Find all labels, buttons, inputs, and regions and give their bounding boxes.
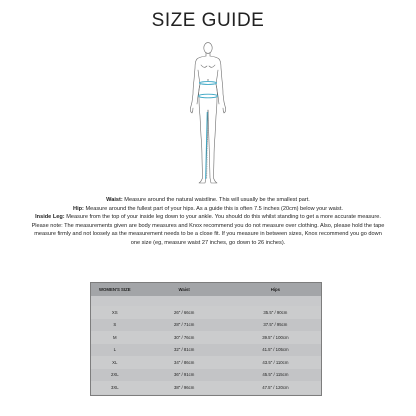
note-line-1: Please note: The measurements given are body measures and Knox recommend you do not measure over clothing. Also, please hold the tape bbox=[31, 222, 385, 229]
note-line-2: measure firmly and not loosely as the measurement needs to be a close fit. If you measure in between sizes, Knox recommend you go down bbox=[34, 231, 382, 238]
table-header-row bbox=[91, 283, 321, 296]
size-cell: S bbox=[113, 322, 117, 328]
size-cell: L bbox=[113, 347, 116, 353]
table-row bbox=[91, 331, 321, 344]
waist-label: Waist: bbox=[106, 197, 123, 203]
body-figure-illustration bbox=[168, 40, 248, 188]
size-table bbox=[90, 282, 322, 396]
size-cell: XS bbox=[111, 309, 118, 315]
size-cell: M bbox=[113, 334, 117, 340]
hips-cell: 37.5" / 95cm bbox=[263, 322, 288, 328]
page-title: SIZE GUIDE bbox=[151, 10, 265, 31]
measuring-guide bbox=[10, 196, 406, 248]
waist-cell: 30" / 76cm bbox=[173, 334, 195, 340]
header-waist: Waist bbox=[178, 287, 190, 292]
waist-cell: 26" / 66cm bbox=[173, 309, 195, 315]
table-row bbox=[91, 344, 321, 357]
waist-cell: 28" / 71cm bbox=[173, 322, 195, 328]
hip-text: Measure around the fullest part of your hips. As a guide this is often 7.5 inches (20cm) below your waist. bbox=[83, 205, 343, 212]
inside-leg-text: Measure from the top of your inside leg down to your ankle. You should do this whilst standing to get a more accurate measure. bbox=[64, 214, 381, 221]
hips-cell: 39.5" / 100cm bbox=[262, 334, 289, 340]
hips-cell: 47.5" / 120cm bbox=[262, 384, 289, 390]
table-row bbox=[91, 356, 321, 369]
hips-cell: 35.5" / 90cm bbox=[263, 309, 288, 315]
table-row bbox=[91, 319, 321, 332]
size-cell: 3XL bbox=[110, 384, 119, 390]
hips-cell: 43.5" / 110cm bbox=[262, 359, 289, 365]
header-size: WOMEN'S SIZE bbox=[99, 287, 131, 292]
table-row bbox=[91, 306, 321, 319]
hips-cell: 41.5" / 105cm bbox=[262, 347, 289, 353]
table-row bbox=[91, 381, 321, 394]
waist-cell: 36" / 91cm bbox=[173, 372, 195, 378]
waist-cell: 38" / 96cm bbox=[173, 384, 195, 390]
size-cell: 2XL bbox=[110, 372, 119, 378]
waist-cell: 32" / 81cm bbox=[173, 347, 195, 353]
waist-text: Measure around the natural waistline. This will usually be the smallest part. bbox=[122, 197, 310, 203]
inside-leg-label: Inside Leg: bbox=[35, 214, 65, 221]
table-row bbox=[91, 369, 321, 382]
waist-cell: 34" / 86cm bbox=[173, 359, 195, 365]
size-cell: XL bbox=[112, 359, 118, 365]
note-line-3: one size (eg, measure waist 27 inches, go down to 26 inches). bbox=[130, 239, 286, 246]
header-hips: Hips bbox=[270, 287, 281, 292]
hip-label: Hip: bbox=[73, 205, 84, 212]
hips-cell: 45.5" / 115cm bbox=[262, 372, 289, 378]
